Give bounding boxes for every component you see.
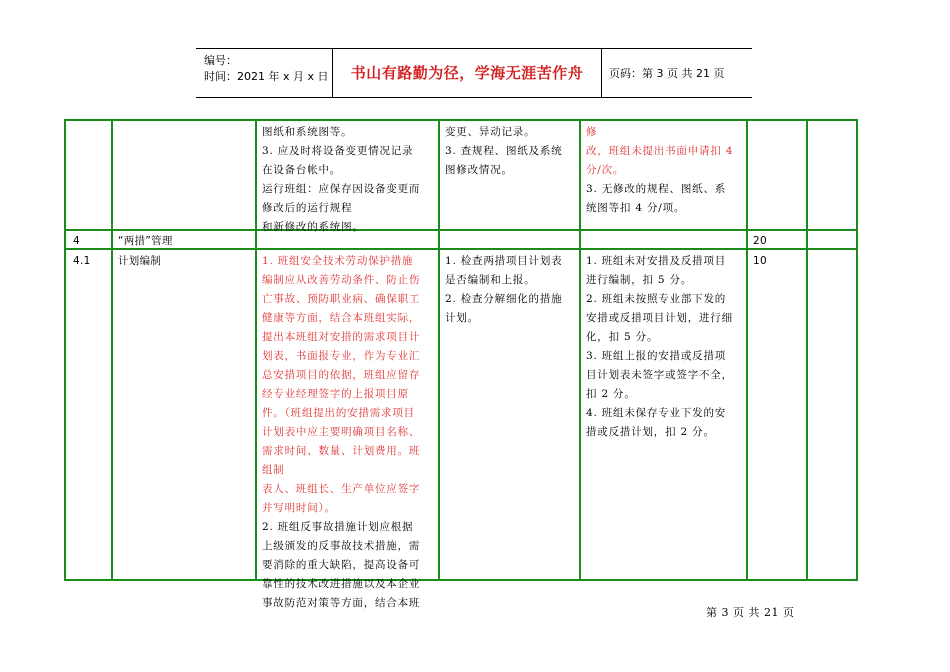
text-line: 修	[586, 126, 598, 138]
text-line: 3. 查规程、图纸及系统	[445, 145, 563, 157]
document-number-label: 编号：	[204, 54, 237, 67]
table-col-divider	[746, 121, 748, 579]
text-line: 3. 无修改的规程、图纸、系	[586, 183, 727, 195]
text-line: 要消除的重大缺陷，提高设备可	[262, 559, 421, 571]
row0-method-cell	[440, 121, 579, 180]
text-line: 是否编制和上报。	[445, 274, 536, 286]
row1-item: “两措”管理	[118, 235, 173, 247]
header-motto: 书山有路勤为径，学海无涯苦作舟	[350, 64, 584, 82]
text-line: 3. 班组上报的安措或反措项	[586, 350, 727, 362]
text-line: 编制应从改善劳动条件、防止伤	[262, 274, 421, 286]
text-line: 1. 检查两措项目计划表	[445, 255, 563, 267]
text-line: 图修改情况。	[445, 164, 513, 176]
text-line: 分/次。	[586, 164, 625, 176]
row0-deduction-cell	[581, 121, 746, 218]
document-time-label: 时间：2021 年 x 月 x 日	[204, 70, 329, 83]
text-line: 2. 班组未按照专业部下发的	[586, 293, 727, 305]
text-line: 图纸和系统图等。	[262, 126, 353, 138]
text-line: 2. 班组反事故措施计划应根据	[262, 521, 414, 533]
text-line: 计划表中应主要明确项目名称、	[262, 426, 421, 438]
text-line: 变更、异动记录。	[445, 126, 536, 138]
row2-deduction-cell	[581, 250, 746, 442]
text-line: 进行编制，扣 5 分。	[586, 274, 693, 286]
header-divider	[601, 49, 602, 97]
text-line: 统图等扣 4 分/项。	[586, 202, 686, 214]
text-line: 事故防范对策等方面，结合本班	[262, 597, 421, 609]
text-line: 安措或反措项目计划，进行细	[586, 312, 733, 324]
text-line: 化，扣 5 分。	[586, 331, 659, 343]
text-line: 提出本班组对安措的需求项目计	[262, 331, 421, 343]
text-line: 总安措项目的依据，班组应留存	[262, 369, 421, 381]
text-line: 3. 应及时将设备变更情况记录	[262, 145, 414, 157]
row2-standard-cell	[257, 250, 438, 613]
text-line: 件。（班组提出的安措需求项目	[262, 407, 415, 419]
row2-number: 4.1	[73, 255, 91, 267]
text-line: 4. 班组未保存专业下发的安	[586, 407, 727, 419]
text-line: 靠性的技术改进措施以及本企业	[262, 578, 421, 590]
header-page-info: 页码：第 3 页 共 21 页	[609, 67, 725, 80]
page-header	[196, 48, 752, 98]
text-line: 改，班组未提出书面申请扣 4	[586, 145, 734, 157]
text-line: 目计划表未签字或签字不全，	[586, 369, 733, 381]
text-line: 运行班组：应保存因设备变更而	[262, 183, 421, 195]
text-line: 上级颁发的反事故技术措施，需	[262, 540, 421, 552]
row2-method-cell	[440, 250, 579, 328]
header-meta	[204, 53, 329, 85]
text-line: 需求时间、数量、计划费用。班	[262, 445, 421, 457]
row0-standard-cell	[257, 121, 438, 237]
row1-number: 4	[73, 235, 80, 247]
page-footer: 第 3 页 共 21 页	[706, 606, 795, 619]
text-line: 经专业经理签字的上报项目原	[262, 388, 409, 400]
text-line: 和新修改的系统图。	[262, 221, 364, 233]
row2-item: 计划编制	[118, 255, 162, 267]
table-col-divider	[111, 121, 113, 579]
text-line: 计划。	[445, 312, 479, 324]
text-line: 表人、班组长、生产单位应签字	[262, 483, 421, 495]
text-line: 健康等方面，结合本班组实际，	[262, 312, 421, 324]
text-line: 措或反措计划，扣 2 分。	[586, 426, 715, 438]
row1-score: 20	[753, 235, 767, 247]
text-line: 2. 检查分解细化的措施	[445, 293, 563, 305]
text-line: 划表，书面报专业，作为专业汇	[262, 350, 421, 362]
text-line: 组制	[262, 464, 285, 476]
text-line: 并写明时间）。	[262, 502, 336, 514]
table-col-divider	[806, 121, 808, 579]
text-line: 修改后的运行规程	[262, 202, 353, 214]
text-line: 1. 班组未对安措及反措项目	[586, 255, 727, 267]
text-line: 扣 2 分。	[586, 388, 636, 400]
row2-score: 10	[753, 255, 767, 267]
text-line: 在设备台帐中。	[262, 164, 342, 176]
text-line: 1. 班组安全技术劳动保护措施	[262, 255, 414, 267]
table-col-divider	[438, 121, 440, 579]
text-line: 亡事故、预防职业病、确保职工	[262, 293, 421, 305]
assessment-table	[64, 119, 858, 609]
